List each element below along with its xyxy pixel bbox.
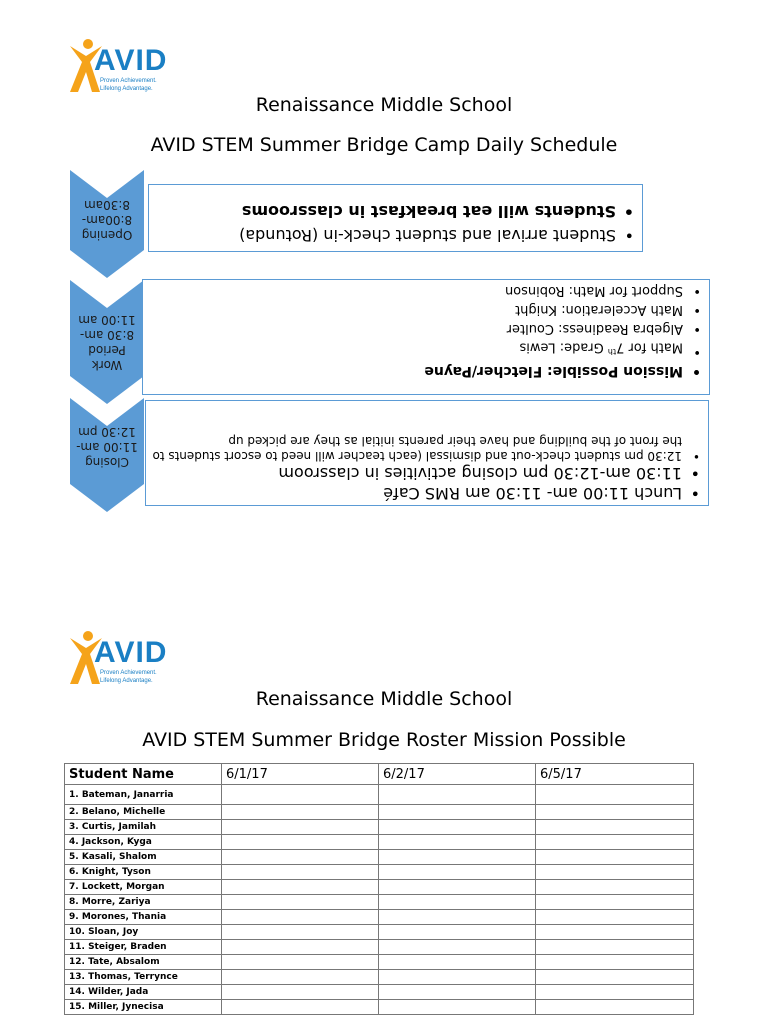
table-row: [65, 835, 694, 850]
schedule-block-opening-box: [148, 184, 643, 252]
work-label-line-2: Period: [88, 343, 126, 357]
closing-label-line-1: Closing: [85, 455, 129, 469]
table-row: [65, 850, 694, 865]
student-name-cell: 1. Bateman, Janarria: [65, 785, 222, 805]
schedule-item: • 11:30 am-12:30 pm closing activities in classroom: [146, 463, 682, 483]
table-row: [65, 925, 694, 940]
avid-logo-text: AVID: [94, 636, 168, 669]
avid-tagline-2: Lifelong Advantage.: [100, 86, 153, 92]
work-label-line-3: 8:30 am-: [79, 328, 135, 342]
attendance-cell[interactable]: [536, 835, 694, 850]
schedule-title: AVID STEM Summer Bridge Camp Daily Schedule: [150, 134, 618, 156]
attendance-cell[interactable]: [536, 925, 694, 940]
schedule-item: • Lunch 11:00 am- 11:30 am RMS Café: [146, 483, 682, 503]
table-row: [65, 985, 694, 1000]
schedule-block-work-label: [70, 280, 144, 404]
attendance-cell[interactable]: [536, 820, 694, 835]
student-name-cell: 15. Miller, Jynecisa: [65, 1000, 222, 1015]
attendance-cell[interactable]: [536, 970, 694, 985]
roster-table: [64, 763, 694, 1015]
attendance-cell[interactable]: [379, 910, 536, 925]
avid-tagline-1: Proven Achievement.: [100, 670, 157, 676]
roster-header-row: [65, 764, 694, 785]
attendance-cell[interactable]: [536, 955, 694, 970]
table-row: [65, 880, 694, 895]
table-row: [65, 1000, 694, 1015]
attendance-cell[interactable]: [222, 820, 379, 835]
student-name-cell: 13. Thomas, Terrynce: [65, 970, 222, 985]
student-name-cell: 14. Wilder, Jada: [65, 985, 222, 1000]
schedule-item: • Math Acceleration: Knight: [143, 300, 683, 319]
attendance-cell[interactable]: [379, 940, 536, 955]
roster-title: AVID STEM Summer Bridge Roster Mission Possible: [142, 729, 626, 751]
attendance-cell[interactable]: [379, 880, 536, 895]
avid-tagline-2: Lifelong Advantage.: [100, 678, 153, 684]
avid-tagline-1: Proven Achievement.: [100, 78, 157, 84]
schedule-item: • Mission Possible: Fletcher/Payne: [143, 361, 683, 380]
schedule-item: • Student arrival and student check-in (Rotunda): [149, 223, 616, 247]
student-name-cell: 6. Knight, Tyson: [65, 865, 222, 880]
attendance-cell[interactable]: [222, 850, 379, 865]
attendance-cell[interactable]: [222, 785, 379, 805]
attendance-cell[interactable]: [222, 955, 379, 970]
schedule-block-work-box: [142, 279, 710, 395]
student-name-cell: 3. Curtis, Jamilah: [65, 820, 222, 835]
attendance-cell[interactable]: [379, 820, 536, 835]
column-header-student-name: Student Name: [65, 764, 222, 785]
attendance-cell[interactable]: [379, 955, 536, 970]
work-label-line-1: Work: [91, 358, 123, 372]
attendance-cell[interactable]: [379, 805, 536, 820]
attendance-cell[interactable]: [222, 835, 379, 850]
student-name-cell: 9. Morones, Thania: [65, 910, 222, 925]
attendance-cell[interactable]: [222, 880, 379, 895]
attendance-cell[interactable]: [536, 1000, 694, 1015]
avid-logo-text: AVID: [94, 44, 168, 77]
avid-logo: [66, 36, 166, 100]
student-name-cell: 8. Morre, Zariya: [65, 895, 222, 910]
student-name-cell: 7. Lockett, Morgan: [65, 880, 222, 895]
student-name-cell: 5. Kasali, Shalom: [65, 850, 222, 865]
schedule-item: • Support for Math: Robinson: [143, 281, 683, 300]
table-row: [65, 820, 694, 835]
table-row: [65, 970, 694, 985]
attendance-cell[interactable]: [379, 895, 536, 910]
attendance-cell[interactable]: [379, 925, 536, 940]
opening-label-line-2: 8:00am-: [81, 213, 133, 227]
schedule-item: • Algebra Readiness: Coulter: [143, 319, 683, 338]
attendance-cell[interactable]: [222, 1000, 379, 1015]
column-header-date: 6/1/17: [222, 764, 379, 785]
schedule-item: • Students will eat breakfast in classrooms: [149, 199, 616, 223]
student-name-cell: 10. Sloan, Joy: [65, 925, 222, 940]
roster-school-name: Renaissance Middle School: [255, 688, 513, 710]
column-header-date: 6/2/17: [379, 764, 536, 785]
attendance-cell[interactable]: [379, 985, 536, 1000]
closing-label-line-3: 12:30 pm: [78, 425, 136, 439]
student-name-cell: 2. Belano, Michelle: [65, 805, 222, 820]
attendance-cell[interactable]: [222, 970, 379, 985]
schedule-block-opening-label: [70, 170, 144, 278]
attendance-cell[interactable]: [222, 895, 379, 910]
attendance-cell[interactable]: [379, 1000, 536, 1015]
work-label-line-4: 11:00 am: [78, 313, 136, 327]
closing-label-line-2: 11:00 am-: [76, 440, 138, 454]
attendance-cell[interactable]: [536, 985, 694, 1000]
opening-label-line-3: 8:30am: [84, 198, 130, 212]
table-row: [65, 955, 694, 970]
attendance-cell[interactable]: [222, 940, 379, 955]
attendance-cell[interactable]: [222, 925, 379, 940]
table-row: [65, 805, 694, 820]
table-row: [65, 940, 694, 955]
table-row: [65, 895, 694, 910]
table-row: [65, 910, 694, 925]
schedule-block-closing-box: [145, 400, 709, 506]
attendance-cell[interactable]: [536, 850, 694, 865]
table-row: [65, 865, 694, 880]
attendance-cell[interactable]: [536, 785, 694, 805]
schedule-block-closing-label: [70, 398, 144, 512]
attendance-cell[interactable]: [222, 805, 379, 820]
opening-label-line-1: Opening: [81, 228, 133, 242]
student-name-cell: 4. Jackson, Kyga: [65, 835, 222, 850]
schedule-item: • Math for 7th Grade: Lewis: [143, 338, 683, 361]
attendance-cell[interactable]: [536, 805, 694, 820]
schedule-school-name: Renaissance Middle School: [255, 94, 513, 116]
attendance-cell[interactable]: [222, 865, 379, 880]
attendance-cell[interactable]: [536, 940, 694, 955]
column-header-date: 6/5/17: [536, 764, 694, 785]
schedule-item: • 12:30 pm student check-out and dismissal (each teacher will need to escort students to the front of the building and have their parents initial as they are picked up: [146, 433, 682, 463]
attendance-cell[interactable]: [379, 865, 536, 880]
attendance-cell[interactable]: [379, 850, 536, 865]
attendance-cell[interactable]: [536, 895, 694, 910]
attendance-cell[interactable]: [379, 970, 536, 985]
avid-logo: [66, 628, 166, 692]
attendance-cell[interactable]: [222, 985, 379, 1000]
attendance-cell[interactable]: [379, 785, 536, 805]
student-name-cell: 11. Steiger, Braden: [65, 940, 222, 955]
table-row: [65, 785, 694, 805]
attendance-cell[interactable]: [222, 910, 379, 925]
student-name-cell: 12. Tate, Absalom: [65, 955, 222, 970]
attendance-cell[interactable]: [536, 865, 694, 880]
attendance-cell[interactable]: [379, 835, 536, 850]
attendance-cell[interactable]: [536, 910, 694, 925]
attendance-cell[interactable]: [536, 880, 694, 895]
